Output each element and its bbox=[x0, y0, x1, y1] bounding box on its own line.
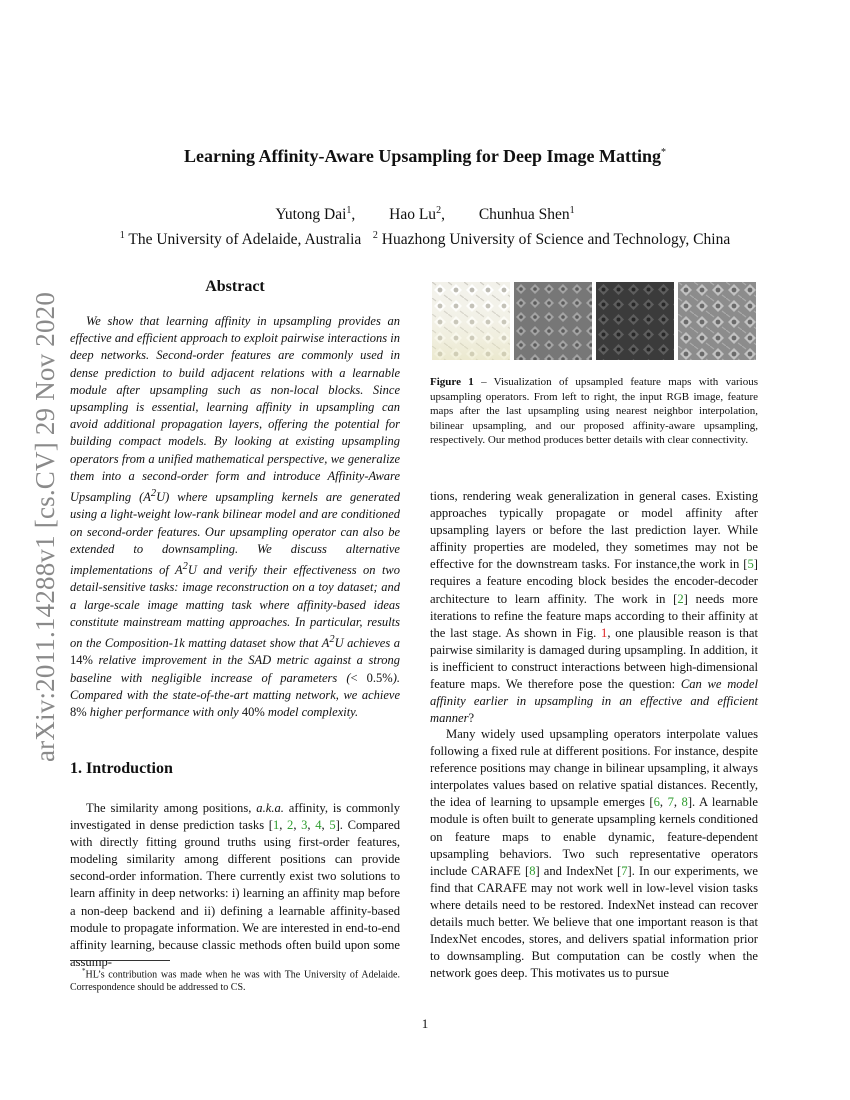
body-paragraph: Many widely used upsampling operators interpolate values following a fixed rule at different positions. For instance, despite reference positions may change in bilinear upsampling, it always interpolates values based on relative spatial distances. Recently, the idea of learning to upsample emerges [6, 7, 8]. A learnable module is often built to generate upsampling kernels conditioned on feature maps to enable dynamic, feature-dependent upsampling behaviors. Two such representative operators include CARAFE [8] and IndexNet [7]. In our experiments, we find that CARAFE may not work well in low-level vision tasks where details need to be restored. IndexNet instead can recover details much better. We believe that one important reason is that IndexNet encodes, stores, and delivers spatial information prior to downsampling. But computation can be costly when the network goes deep. This motivates us to pursue bbox=[430, 727, 759, 981]
figure-1 bbox=[432, 282, 758, 360]
arxiv-identifier: arXiv:2011.14288v1 [cs.CV] 29 Nov 2020 bbox=[30, 291, 60, 762]
page-number: 1 bbox=[421, 1016, 429, 1031]
nearest-neighbor-feature-map bbox=[514, 282, 592, 360]
affinity-aware-feature-map bbox=[678, 282, 756, 360]
input-rgb-image bbox=[432, 282, 510, 360]
citation-link[interactable]: 8 bbox=[681, 795, 688, 810]
citation-link[interactable]: 7 bbox=[621, 863, 628, 878]
author-name: Yutong Dai bbox=[275, 206, 347, 224]
citation-link[interactable]: 5 bbox=[329, 818, 336, 833]
author-name: Hao Lu bbox=[389, 206, 437, 224]
footnote: *HL’s contribution was made when he was with The University of Adelaide. Correspondence should be addressed to CS. bbox=[70, 967, 400, 994]
citation-link[interactable]: 5 bbox=[747, 557, 754, 572]
section-heading-introduction: 1. Introduction bbox=[70, 760, 173, 777]
affiliation: Huazhong University of Science and Technology, China bbox=[381, 231, 731, 249]
figure-1-caption: Figure 1 – Visualization of upsampled feature maps with various upsampling operators. From left to right, the input RGB image, feature maps after the last upsampling using nearest neighbor interpolation, bilinear upsampling, and our proposed affinity-aware upsampling, respectively. Our method produces better details with clear connectivity. bbox=[430, 376, 758, 447]
bilinear-feature-map bbox=[596, 282, 674, 360]
affiliation-line: $^1$ The University of Adelaide, Australia $^2$ Huazhong University of Science and Technology, China bbox=[119, 230, 731, 249]
author-block bbox=[0, 200, 850, 250]
title-footnote-mark: * bbox=[660, 147, 666, 158]
citation-link[interactable]: 4 bbox=[315, 818, 322, 833]
citation-link[interactable]: 7 bbox=[667, 795, 674, 810]
citation-link[interactable]: 6 bbox=[653, 795, 660, 810]
citation-link[interactable]: 8 bbox=[529, 863, 536, 878]
citation-link[interactable]: 2 bbox=[287, 818, 294, 833]
figure-reference-link[interactable]: 1 bbox=[601, 625, 608, 640]
abstract-text: We show that learning affinity in upsampling provides an effective and efficient approach to exploit pairwise interactions in deep networks. Second-order features are commonly used in dense prediction to build adjacent relations with a learnable module after upsampling such as non-local blocks. Since upsampling is essential, learning affinity in upsampling can avoid additional propagation layers, offering the potential for building compact models. By looking at existing upsampling operators from a unified mathematical perspective, we generalize them into a second-order form and introduce Affinity-Aware Upsampling $(A^2U)$ where upsampling kernels are generated using a light-weight low-rank bilinear model and are conditioned on second-order features. Our upsampling operator can also be extended to downsampling. We discuss alternative implementations of $A^2U$ and verify their effectiveness on two detail-sensitive tasks: image reconstruction on a toy dataset; and a large-scale image matting task where affinity-based ideas constitute mainstream matting approaches. In particular, results on the Composition-1k matting dataset show that $A^2U$ achieves a 14% relative improvement in the SAD metric against a strong baseline with negligible increase of parameters (< 0.5%). Compared with the state-of-the-art matting network, we achieve 8% higher performance with only 40% model complexity. bbox=[70, 314, 401, 719]
author-line: Yutong Dai$^1$, Hao Lu$^2$, Chunhua Shen$^1$ bbox=[275, 205, 575, 224]
introduction-paragraph: The similarity among positions, a.k.a. affinity, is commonly investigated in dense prediction tasks [1, 2, 3, 4, 5]. Compared with directly fitting ground truths using first-order features, modeling similarity among different positions can provide second-order information. There currently exist two solutions to learn affinity in deep networks: i) learning an affinity map before a non-deep backend and ii) defining a learnable affinity-based module to propagate information. We are interested in end-to-end affinity learning, because classic methods often build upon some assump- bbox=[70, 801, 401, 969]
affiliation: The University of Adelaide, Australia bbox=[128, 231, 362, 249]
citation-link[interactable]: 3 bbox=[301, 818, 308, 833]
arxiv-stamp bbox=[10, 282, 60, 762]
citation-link[interactable]: 2 bbox=[677, 591, 684, 606]
paper-title: Learning Affinity-Aware Upsampling for Deep Image Matting* bbox=[184, 146, 666, 166]
author-name: Chunhua Shen bbox=[478, 206, 570, 224]
body-paragraph: tions, rendering weak generalization in general cases. Existing approaches typically propagate or model affinity after upsampling layers or before the last prediction layer. While affinity properties are modeled, they sometimes may not be effective for the downstream tasks. For instance,the work in [5] requires a feature encoding block besides the encoder-decoder architecture to learn affinity. The work in [2] needs more iterations to refine the feature maps according to their affinity at the last stage. As shown in Fig. 1, one plausible reason is that pairwise similarity is damaged during upsampling. In addition, it is inefficient to construct interactions between high-dimensional feature maps. We therefore pose the question: Can we model affinity earlier in upsampling in an effective and efficient manner? bbox=[430, 489, 758, 726]
footnote-divider bbox=[70, 960, 170, 961]
abstract-heading: Abstract bbox=[205, 278, 265, 295]
citation-link[interactable]: 1 bbox=[272, 818, 280, 833]
figure-label: Figure 1 bbox=[430, 376, 474, 388]
